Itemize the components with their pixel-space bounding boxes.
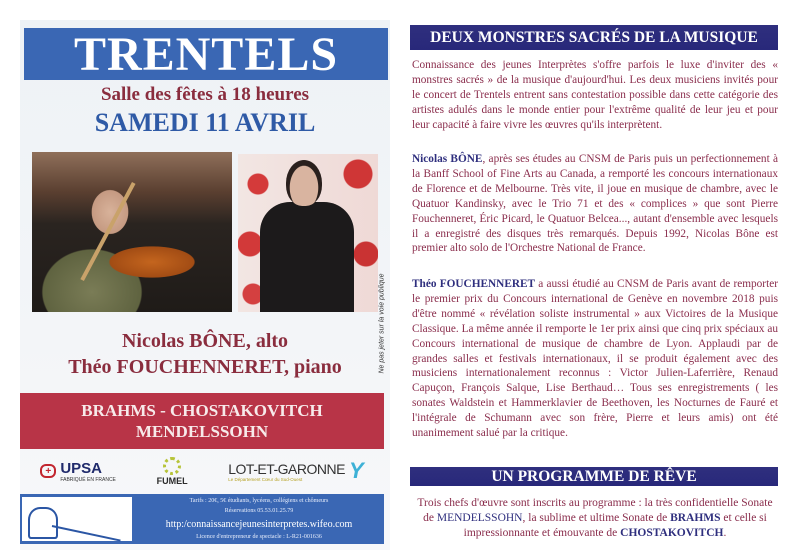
vertical-note: Ne pas jeter sur la voie publique xyxy=(378,272,386,374)
info-footer xyxy=(20,494,384,544)
lot-et-garonne-logo: LOT-ET-GARONNE Le Département Cœur du Sud-Ouest Y xyxy=(228,458,364,483)
artist-viola: Nicolas BÔNE, alto xyxy=(121,330,289,352)
fumel-circle-icon xyxy=(163,457,181,475)
sponsor-logos xyxy=(20,450,384,492)
branch-icon xyxy=(52,525,121,542)
photo-pianist xyxy=(238,154,378,312)
licence: Licence d'entrepreneur de spectacle : L-R21-001636 xyxy=(196,533,322,540)
tarifs: Tarifs : 20€, 5€ étudiants, lycéens, collégiens et chômeurs xyxy=(189,498,329,505)
date-text: SAMEDI 11 AVRIL xyxy=(94,108,316,137)
poster-title: TRENTELS xyxy=(73,27,339,81)
bone-name: Nicolas BÔNE xyxy=(412,153,483,165)
pianist-body-shape xyxy=(260,202,354,312)
upsa-logo: + UPSA FABRIQUÉ EN FRANCE xyxy=(40,460,116,483)
fouchenneret-paragraph: Théo FOUCHENNERET a aussi étudié au CNSM de Paris avant de remporter le premier prix du Concours international de Genève en novembre 2018 puis d'être nommé « révélation soliste instrumental » aux Victoires de la Musique Classique. La même année il remporte le 1er prix ainsi que cinq prix spéciaux au Concours international de musique de chambre de Lyon. Applaudi par de grandes salles et festivals internationaux, il se produit également avec des musiciens internationalement reconnus : Victor Julien-Laferrière, Renaud Capuçon, François Salque, Lise Berthaud… Tous ses enregistrements ( les sonates Waldstein et Hammerklavier de Beethoven, les Nocturnes de Fauré et l'intégrale de Schumann avec son frère, Pierre et leurs amis) ont été unanimement salué par la critique. xyxy=(412,278,778,440)
association-logo xyxy=(22,497,132,541)
bone-paragraph: Nicolas BÔNE, après ses études au CNSM de Paris puis un perfectionnement à la Banff School of Fine Arts au Canada, a remporté les concours internationaux de Florence et de Melbourne. Très vite, il joue en musique de chambre, avec le Quatuor Kandinsky, avec le Trio 71 et des « complices » que sont Pierre Fouchenneret, Éric Picard, le Quatuor Belcea..., autant d'ensemble avec lesquels il a enregistré des disques très remarqués. Depuis 1992, Nicolas Bône est premier alto solo de l'Orchestre National de France. xyxy=(412,153,779,255)
section-header-monstres: DEUX MONSTRES SACRÉS DE LA MUSIQUE xyxy=(410,25,778,50)
venue-text: Salle des fêtes à 18 heures xyxy=(100,84,310,105)
section-header-programme: UN PROGRAMME DE RÊVE xyxy=(410,467,778,486)
program-line-2: MENDELSSOHN xyxy=(135,422,269,441)
artist-piano: Théo FOUCHENNERET, piano xyxy=(68,356,342,378)
upsa-cross-icon: + xyxy=(40,464,56,478)
fumel-logo: FUMEL xyxy=(157,457,188,486)
footer-text xyxy=(134,496,384,542)
concert-poster xyxy=(20,20,390,550)
pianist-head-shape xyxy=(286,160,322,206)
program-band xyxy=(20,393,384,449)
article xyxy=(405,0,790,559)
reservations: Réservations 05.53.01.25.79 xyxy=(224,508,294,515)
programme-paragraph: Trois chefs d'œuvre sont inscrits au programme : la très confidentielle Sonate de MENDELSSOHN, la sublime et ultime Sonate de BRAHMS et celle si impressionnante et émouvante de CHOSTAKOVITCH. xyxy=(417,497,773,539)
title-band xyxy=(24,28,388,80)
figure-on-branch-icon xyxy=(28,507,58,539)
photo-violist xyxy=(32,152,232,312)
program-line-1: BRAHMS - CHOSTAKOVITCH xyxy=(81,401,323,420)
intro-paragraph: Connaissance des jeunes Interprètes s'offre parfois le luxe d'inviter des « monstres sacrés » de la musique d'aujourd'hui. Les deux musiciens invités pour le concert de Trentels entrent sans contestation possible dans cette catégorie des artistes adulés dans le monde entier pour l'extrême qualité de leur jeu et pour leur capacité à faire vivre les œuvres qu'ils interprètent. xyxy=(412,59,778,131)
lot-et-garonne-y-icon: Y xyxy=(348,458,364,483)
bow-shape xyxy=(80,182,135,281)
website-link[interactable]: http:/connaissancejeunesinterpretes.wifeo.com xyxy=(165,518,353,530)
fouchenneret-name: Théo FOUCHENNERET xyxy=(412,278,536,290)
